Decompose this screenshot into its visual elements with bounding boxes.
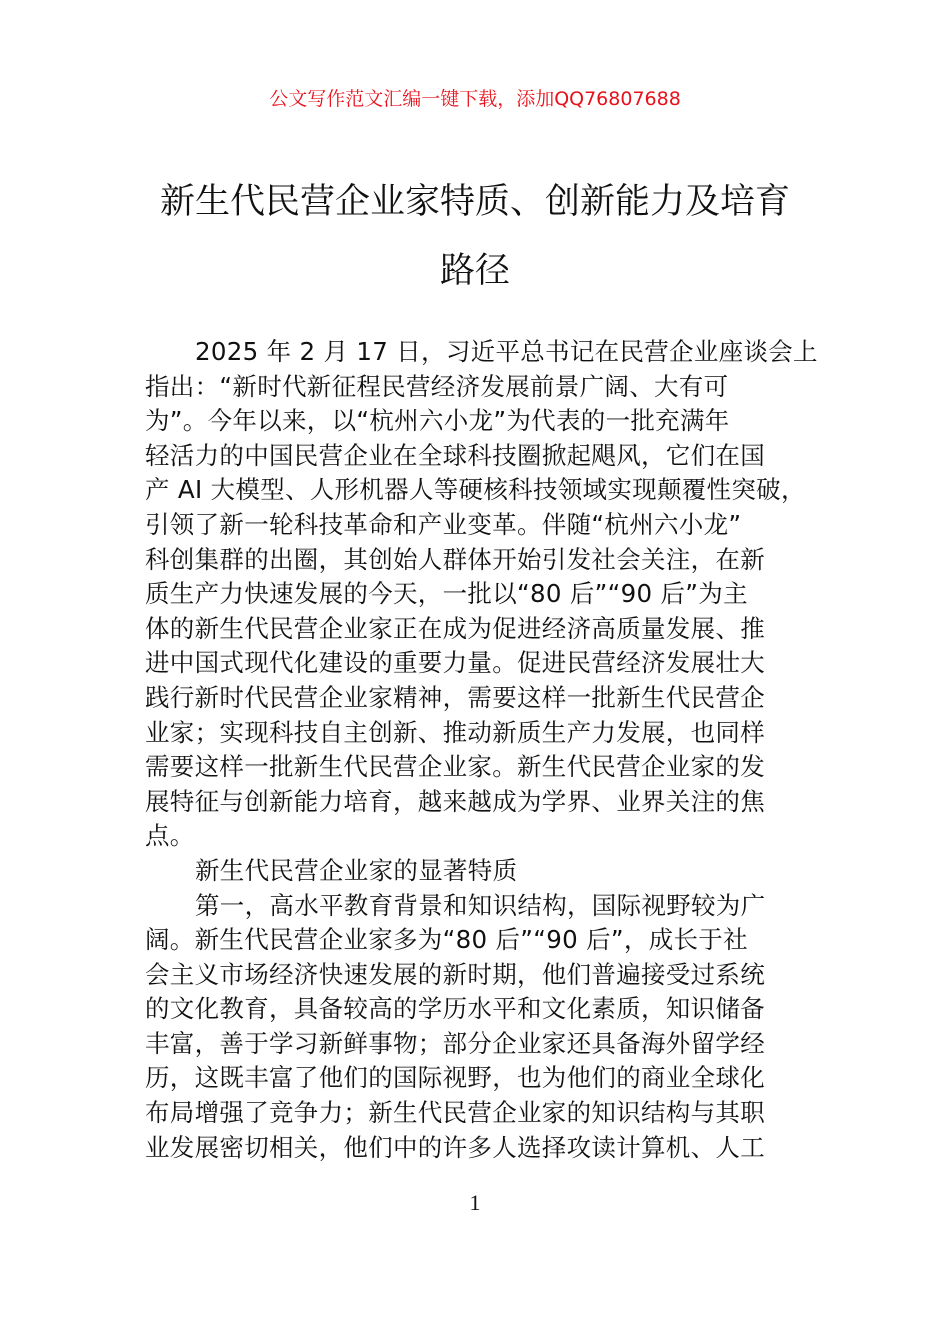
text-line: 科创集群的出圈，其创始人群体开始引发社会关注，在新 bbox=[145, 544, 765, 574]
text-line: 践行新时代民营企业家精神，需要这样一批新生代民营企 bbox=[145, 682, 765, 712]
paragraph bbox=[145, 889, 825, 1166]
text-line: 历，这既丰富了他们的国际视野，也为他们的商业全球化 bbox=[145, 1063, 765, 1093]
document-body bbox=[145, 335, 825, 1165]
text-line: 体的新生代民营企业家正在成为促进经济高质量发展、推 bbox=[145, 613, 765, 643]
text-line: 指出：“新时代新征程民营经济发展前景广阔、大有可 bbox=[145, 371, 729, 401]
text-line: 轻活力的中国民营企业在全球科技圈掀起飓风，它们在国 bbox=[145, 440, 765, 470]
text-line: 需要这样一批新生代民营企业家。新生代民营企业家的发 bbox=[145, 752, 765, 782]
text-line: 第一，高水平教育背景和知识结构，国际视野较为广 bbox=[195, 890, 766, 920]
text-line: 丰富，善于学习新鲜事物；部分企业家还具备海外留学经 bbox=[145, 1028, 765, 1058]
document-title-line-2: 路径 bbox=[439, 251, 510, 291]
text-line: 业家；实现科技自主创新、推动新质生产力发展，也同样 bbox=[145, 717, 765, 747]
section-heading bbox=[145, 854, 825, 889]
download-banner: 公文写作范文汇编一键下载，添加QQ76807688 bbox=[269, 88, 681, 110]
text-line: 展特征与创新能力培育，越来越成为学界、业界关注的焦 bbox=[145, 786, 765, 816]
text-line: 2025 年 2 月 17 日，习近平总书记在民营企业座谈会上 bbox=[195, 337, 818, 366]
text-line: 质生产力快速发展的今天，一批以“80 后”“90 后”为主 bbox=[145, 579, 748, 609]
text-line: 的文化教育，具备较高的学历水平和文化素质，知识储备 bbox=[145, 994, 765, 1024]
text-line: 阔。新生代民营企业家多为“80 后”“90 后”，成长于社 bbox=[145, 925, 748, 955]
document-title-line-1: 新生代民营企业家特质、创新能力及培育 bbox=[159, 182, 790, 222]
text-line: 业发展密切相关，他们中的许多人选择攻读计算机、人工 bbox=[145, 1132, 765, 1162]
page-number: 1 bbox=[469, 1190, 481, 1215]
text-line: 进中国式现代化建设的重要力量。促进民营经济发展壮大 bbox=[145, 648, 765, 678]
text-line: 布局增强了竞争力；新生代民营企业家的知识结构与其职 bbox=[145, 1098, 765, 1128]
text-line: 产 AI 大模型、人形机器人等硬核科技领域实现颠覆性突破， bbox=[145, 475, 806, 505]
text-line: 会主义市场经济快速发展的新时期，他们普遍接受过系统 bbox=[145, 959, 765, 989]
text-line: 为”。今年以来，以“杭州六小龙”为代表的一批充满年 bbox=[145, 406, 730, 436]
text-line: 点。 bbox=[145, 821, 195, 851]
text-line: 引领了新一轮科技革命和产业变革。伴随“杭州六小龙” bbox=[145, 509, 742, 539]
text-line: 新生代民营企业家的显著特质 bbox=[195, 855, 518, 885]
paragraph bbox=[145, 335, 825, 854]
